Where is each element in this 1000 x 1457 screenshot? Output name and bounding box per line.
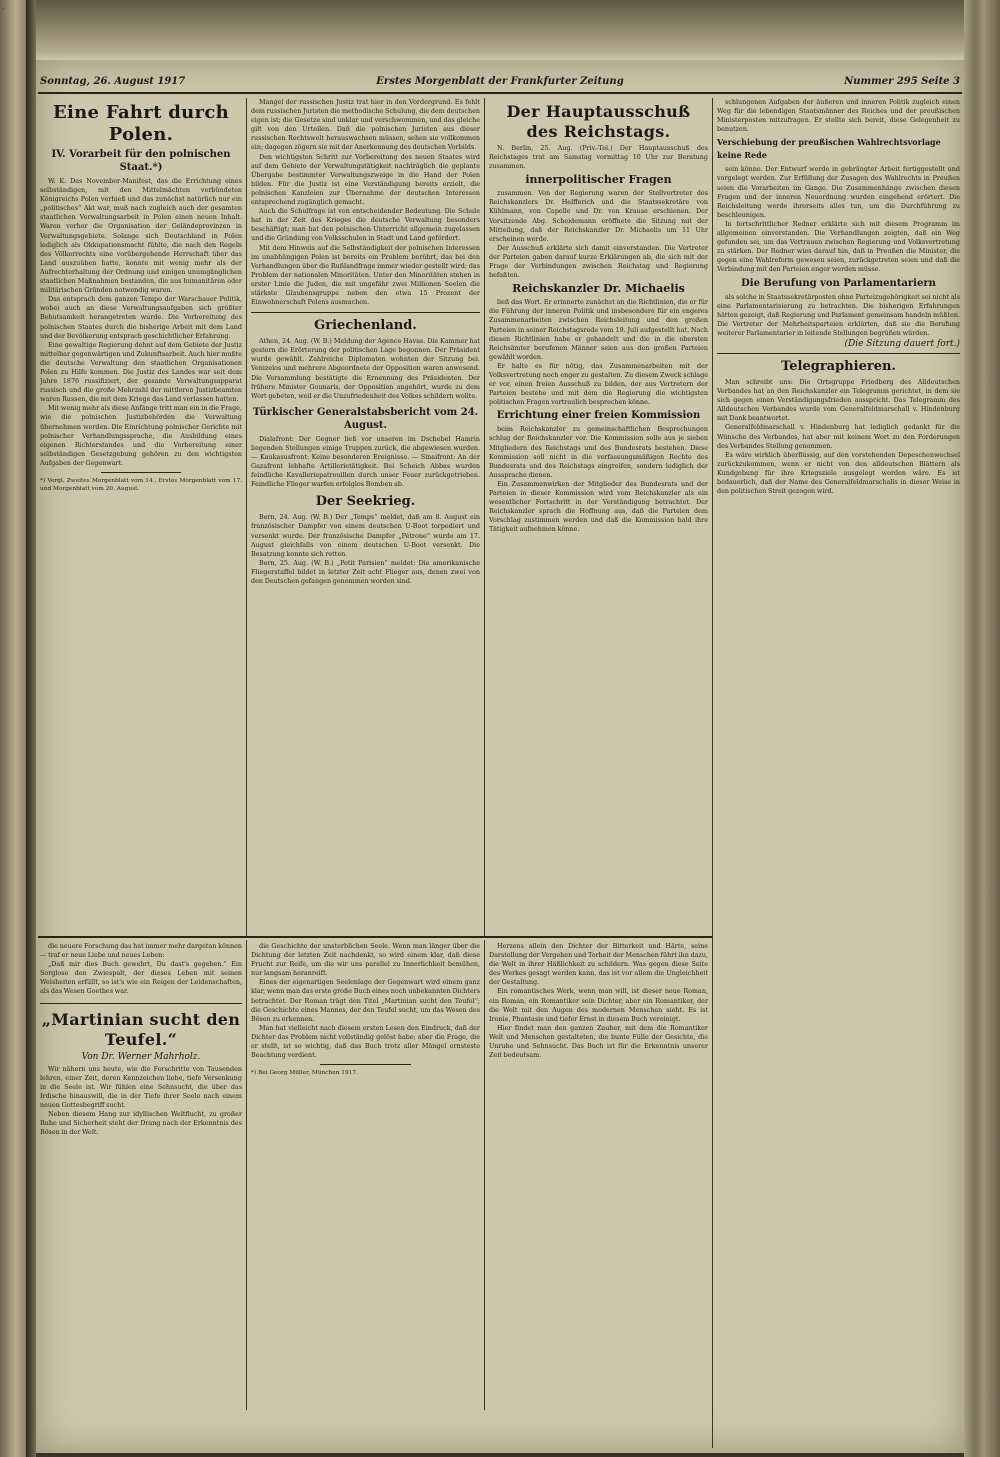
section-rule <box>251 312 480 313</box>
previous-page-edge <box>0 0 26 1457</box>
paragraph: Eine gewaltige Regierung dehnt auf dem Gebiete der Justiz mittelbar gegenwärtigen und Zukunftsarbeit. Auch hier mußte die deutsche Verwaltung den staatlichen Organisationen Polen zu Hilfe kommen. Die Justiz des Landes war seit dem Jahre 1876 russifiziert, der gesamte Verwaltungsapparat russisch und die große Mehrzahl der mittleren Justizbeamten waren Russen, die mit dem Kriege das Land verlassen hatten. <box>40 340 242 404</box>
feuilleton-body-left <box>40 942 242 997</box>
feuilleton-middle <box>251 942 480 1410</box>
paragraph: Man schreibt uns: Die Ortsgruppe Friedberg des Alldeutschen Verbandes hat an den Reichskanzler ein Telegramm gerichtet, in dem sie sich gegen einen Verständigungsfrieden ausspricht. Das Telegramm des Alldeutschen Verbandes wurde vom Generalfeldmarschall v. Hindenburg mit Dank beantwortet. <box>717 377 960 423</box>
feuilleton-body-right <box>489 942 708 1060</box>
paragraph: Athen, 24. Aug. (W. B.) Meldung der Agence Havas. Die Kammer hat gestern die Erörterung der politischen Lage begonnen. Der Präsident wurde gewählt. Zahlreiche Diplomaten wohnten der Sitzung bei. Venizelos und mehrere Abgeordnete der Opposition waren anwesend. Die Versammlung bestätigte die Ernennung des Präsidenten. Der frühere Minister Gounaris, der Opposition angehört, wurde zu dem Wort gebeten, weil er die Unzufriedenheit des Volkes schildern wollte. <box>251 337 480 400</box>
paragraph: W. K. Das November-Manifest, das die Errichtung eines selbständigen, mit den Mittelmächten verbündeten Königreichs Polen verhieß und das zunächst natürlich nur ein „politisches“ Akt war, muß nach zugleich auch der gesamten staatlichen Verwaltungsarbeit in Polen einen neuen Inhalt. Waren vorher die Organisation der Geländeprovinzen in Verwaltungsgebiete. Solange sich Deutschland in Polen lediglich als Okkupationsmacht fühlte, die nach den Regeln des Völkerrechts eine vorübergehende Herrschaft über das Land auszuüben hatte, konnte mit wenig mehr als der Aufrechterhaltung der Ordnung und einigen unumgänglichen staatlichen Maßnahmen bestanden, die aus humanitären oder militärischen Gründen notwendig waren. <box>40 177 242 295</box>
top-page-strip <box>36 0 964 60</box>
body-heeresbericht <box>251 435 480 490</box>
article-body-polen <box>40 177 242 468</box>
footnote-polen: *) Vergl. Zweites Morgenblatt vom 14., Erstes Morgenblatt vom 17. und Morgenblatt vom 20. August. <box>40 478 242 492</box>
section-kommission: Errichtung einer freien Kommission <box>496 410 701 422</box>
title-heeresbericht: Türkischer Generalstabsbericht vom 24. August. <box>252 406 479 431</box>
paragraph: Dialafront: Der Gegner ließ vor unseren im Dschebel Hamrin liegenden Stellungen einige Truppen zurück, die abgewiesen wurden. — Kaukasusfront: Keine besonderen Ereignisse. — Sinaifront: An der Gazafront lebhafte Artillerietätigkeit. Bei Scheich Abbas wurden feindliche Kavalleriepatrouillen durch unser Feuer zurückgetrieben. Feindliche Flieger warfen erfolglos Bomben ab. <box>251 434 480 489</box>
paragraph: „Daß mir dies Buch gewehrt, Du dast's gegeben.“ Ein Sorglose den Zwiespalt, der dieses Leben mit seinen Weisheiten erfüllt, so ist's wie ein Reigen der Leidenschaften, als das Wesen Goethes war. <box>40 960 242 996</box>
prev-page-text: . <box>2 3 5 11</box>
article-title-polen: Eine Fahrt durch Polen. <box>53 102 229 145</box>
title-hauptausschuss: Der Hauptausschuß des Reichstags. <box>506 102 691 141</box>
session-note: (Die Sitzung dauert fort.) <box>844 338 960 349</box>
body-wahlrecht <box>717 165 960 274</box>
body-griechenland <box>251 337 480 401</box>
paragraph: Er halte es für nötig, das Zusammenarbeiten mit der Volksvertretung noch enger zu gestalten. Zu diesem Zweck schlage er vor, einen freien Ausschuß zu bilden, der aus Vertretern der Parteien bestehe und mit dem die Regierung die wichtigsten politischen Fragen vertraulich besprechen könne. <box>489 361 708 407</box>
paragraph: Den wichtigsten Schritt zur Vorbereitung des neuen Staates wird auf dem Gebiete der Verwaltungstätigkeit nachträglich die geplante Übergabe bestimmter Verwaltungszweige in die Hand der Polen bilden. Für die Justiz ist eine Verständigung bereits erzielt, die polnischen Kanzleien zur Übernahme der deutschen Interessen entsprechend zugänglich gemacht. <box>251 152 480 207</box>
title-martinian: „Martinian sucht den Teufel.“ <box>41 1009 241 1049</box>
paragraph: Man hat vielleicht nach diesem ersten Lesen den Eindruck, daß der Dichter das Problem nicht vollständig gelöst habe; aber die Frage, die er stellt, ist so wichtig, daß das Buch trotz aller Mängel ernsteste Beachtung verdient. <box>251 1023 480 1060</box>
date-line: Sonntag, 26. August 1917 <box>40 76 186 87</box>
paragraph: Bern, 25. Aug. (W. B.) „Petit Parisien“ meldet: Die amerikanische Fliegerstaffel bildet in letzter Zeit acht Flieger aus, denen zwei von den Deutschen gefangen genommen worden sind. <box>251 558 480 586</box>
column-rule <box>484 940 485 1410</box>
body-seekrieg <box>251 513 480 586</box>
paragraph: N. Berlin, 25. Aug. (Priv.-Tel.) Der Hauptausschuß des Reichstages trat am Samstag vormittag 10 Uhr zur Beratung zusammen. <box>489 144 708 171</box>
article-subtitle-polen: IV. Vorarbeit für den polnischen Staat.*) <box>51 149 231 173</box>
paragraph: Ein Zusammenwirken der Mitglieder des Bundesrats und der Parteien in dieser Kommission wird vom Reichskanzler als ein wesentlicher Fortschritt in der Verständigung betrachtet. Der Reichskanzler sprach die Hoffnung aus, daß die Parteien dem Vorschlag zustimmen werden und daß die Kommission bald ihre Tätigkeit aufnehmen könne. <box>489 479 708 534</box>
page-number: Nummer 295 Seite 3 <box>844 76 960 87</box>
paragraph: Mit dem Hinweis auf die Selbständigkeit der polnischen Interessen im unabhängigen Polen ist bereits ein Problem berührt, das bei den Verhandlungen über die Rußlandfrage immer wieder gestellt wird: das Problem der nationalen Minoritäten. Unter den Minoritäten stehen in erster Linie die Juden, die mit ungefähr zwei Millionen Seelen die stärkste Glaubensgruppe neben den etwa 15 Prozent der Einwohnerschaft Polens ausmachen. <box>251 243 480 307</box>
paragraph: schlungenen Aufgaben der äußeren und inneren Politik zugleich einen Weg für die lebendigen Staatsmänner des Reiches und der preußischen Ministerposten mitzufragen. Er stellte sich bereit, diese Gelegenheit zu benutzen. <box>717 98 960 134</box>
column-hauptausschuss <box>489 98 708 934</box>
feuilleton-rule <box>38 936 712 938</box>
body-right-top <box>717 98 960 134</box>
article-body-polen-cont <box>251 98 480 307</box>
section-innerpolitisch: innerpolitischer Fragen <box>525 173 672 187</box>
paragraph: Neben diesem Hang zur idyllischen Weltflucht, zu großer Ruhe und Sicherheit steht der Drang nach der Erkenntnis des Bösen in der Welt. <box>40 1110 242 1137</box>
feuilleton-right <box>489 942 708 1410</box>
column-polen <box>40 98 242 934</box>
paragraph: beim Reichskanzler zu gemeinschaftlichen Besprechungen schlug der Reichskanzler vor. Die Kommission solle aus je sieben Mitgliedern des Reichstags und des Bundesrats bestehen. Diese Kommission soll nicht in die verfassungsmäßigen Rechte des Bundesrats und des Reichstags eingreifen, sondern lediglich der Aussprache dienen. <box>489 425 708 479</box>
paragraph: Wir nähern uns heute, wie die Forschritte von Tausenden lehren, einer Zeit, deren Kennzeichen liebe, tiefe Versenkung in die Seele ist. Wir fühlen eine Sehnsucht, die über das Irdische hinauswill, die in der Tiefe ihrer Seele nach einem neuen Gottesbegriff sucht. <box>40 1064 242 1109</box>
paragraph: sein könne. Der Entwurf werde in gebrängter Arbeit fertiggestellt und vorgelegt werden. Zur Erfüllung der Zusagen des Wahlrechts in Preußen seien die Vorarbeiten im Gange. Die Zusammenhänge zwischen diesen Fragen und der inneren Neuordnung wurden eingehend erörtert. Die Reichsleitung werde ihrerseits alles tun, um die Durchführung zu beschleunigen. <box>717 165 960 219</box>
paragraph: Der Ausschuß erklärte sich damit einverstanden. Die Vertreter der Parteien gaben darauf kurze Erklärungen ab, die sich mit der Frage der Verbindungen zwischen Reichstag und Regierung befaßten. <box>489 243 708 280</box>
column-rule <box>246 98 247 936</box>
feuilleton-left <box>40 942 242 1410</box>
footnote-martinian: *) Bei Georg Müller, München 1917. <box>251 1070 358 1077</box>
paragraph: Eines der eigenartigen Seelenlage der Gegenwart wird einem ganz klar, wenn man das erste große Buch eines noch unbekannten Dichters betrachtet. Der Roman trägt den Titel „Martinian sucht den Teufel“; die Geschichte eines Mannes, der den Teufel sucht, um das Wesen des Bösen zu erkennen. <box>251 978 480 1023</box>
body-kommission <box>489 425 708 534</box>
column-rule <box>484 98 485 936</box>
body-telegraphieren <box>717 378 960 496</box>
paragraph: als solche in Staatssekretärposten ohne Parteizugehörigkeit sei nicht als eine Parlamentarisierung zu betrachten. Die bisherigen Erfahrungen hätten gezeigt, daß Regierung und Parlament gemeinsam handeln müßten. Die Vertreter der Mehrheitsparteien erklärten, daß sie die Berufung weiterer Parlamentarier in leitende Stellungen begrüßen würden. <box>717 292 960 337</box>
column-rule <box>246 940 247 1410</box>
section-wahlrecht: Verschiebung der preußischen Wahlrechtsvorlage keine Rede <box>717 137 941 161</box>
paragraph: Auch die Schulfrage ist von entscheidender Bedeutung. Die Schule hat in der Zeit des Krieges die deutsche Verwaltung besonders beschäftigt; man hat den polnischen Unterricht allgemein zugelassen und die Gründung von Volksschulen in Stadt und Land gefördert. <box>251 207 480 243</box>
paragraph: In fortschrittlicher Redner erklärte sich mit diesem Programm im allgemeinen einverstanden. Die Verhandlungen zeigten, daß ein Weg gefunden sei, um das Vertrauen zwischen Regierung und Volksvertretung zu stärken. Der Redner wies darauf hin, daß in Preußen die Minister, die gegen eine Wahlreform gewesen seien, zurückgetreten seien und daß die Verbindung mit den Parteien enger werden müsse. <box>717 219 960 274</box>
paragraph: ließ das Wort. Er erinnerte zunächst an die Richtlinien, die er für die Führung der inneren Politik und insbesondere für ein engeres Zusammenarbeiten zwischen Reichsleitung und den großen Parteien in seiner Reichstagsrede vom 19. Juli aufgestellt hat. Nach diesen Richtlinien habe er gehandelt und die in die obersten Reichsämter berufenen Männer seien aus den großen Parteien gewählt worden. <box>489 298 708 361</box>
feuilleton-body-middle <box>251 942 480 1060</box>
newspaper-page <box>36 60 964 1453</box>
folio-rule <box>38 92 962 94</box>
paragraph: Bern, 24. Aug. (W. B.) Der „Temps“ meldet, daß am 8. August ein französischer Dampfer von einem deutschen U-Boot torpediert und versenkt wurde. Der französische Dampfer „Pétrone“ wurde am 17. August gleichfalls von einem deutschen U-Boot versenkt. Die Besatzung konnte sich retten. <box>251 513 480 558</box>
paragraph: Das entsprach dem ganzen Tempo der Warschauer Politik, wobei auch an diese Verwaltungsaufgaben sich größter Behutsamkeit herangetreten wurde. Die Vorbereitung des polnischen Staates durch die bisherige Arbeit mit dem Land und der Bevölkerung entsprach geschichtlicher Erfahrung. <box>40 295 242 340</box>
paragraph: zusammen. Von der Regierung waren der Stellvertreter des Reichskanzlers Dr. Helfferich und die Staatssekretäre von Kühlmann, von Capelle und Dr. von Krause erschienen. Der Vorsitzende Abg. Scheidemann eröffnete die Sitzung mit der Mitteilung, daß der Reichskanzler Dr. Michaelis um 11 Uhr erscheinen werde. <box>489 189 708 243</box>
paragraph: Ein romantisches Werk, wenn man will, ist dieser neue Roman, ein Roman, ein Romantiker sein Dichter, aber ein Romantiker, der die Welt mit den Augen des modernen Menschen sieht. Es ist Ironie, Phantasie und tiefer Ernst in diesem Buch vereinigt. <box>489 987 708 1023</box>
paragraph: Es wäre wirklich überflüssig, auf den vorstehenden Depeschenwechsel zurückzukommen, wenn er nicht von den alldeutschen Blättern als Kundgebung für ihre Kriegsziele ausgelegt worden wäre. Es ist bedauerlich, daß der Name des Generalfeldmarschalls in dieser Weise in den politischen Streit gezogen wird. <box>717 450 960 496</box>
column-news <box>251 98 480 934</box>
column-rule <box>712 98 713 1448</box>
column-right <box>717 98 960 1448</box>
footnote-rule <box>101 472 182 473</box>
footnote-rule <box>320 1064 412 1065</box>
title-seekrieg: Der Seekrieg. <box>315 494 416 510</box>
section-rule <box>40 1003 242 1004</box>
paragraph: Hier findet man den ganzen Zauber, mit dem die Romantiker Welt und Menschen gestalteten, die bunte Fülle der Gesichte, die Unruhe und Sehnsucht. Das Buch ist für die Erkenntnis unserer Zeit bedeutsam. <box>489 1023 708 1060</box>
binding-shadow <box>26 0 36 1457</box>
section-rule <box>717 353 960 354</box>
body-parlamentarier <box>717 293 960 338</box>
body-innerpolitisch <box>489 189 708 280</box>
lead-hauptausschuss <box>489 144 708 171</box>
title-telegraphieren: Telegraphieren. <box>781 358 896 374</box>
paragraph: die neuere Forschung das hat immer mehr dargetan können — traf er neue Liebe und neues Leben: <box>40 942 242 960</box>
section-parlamentarier: Die Berufung von Parlamentariern <box>741 277 936 289</box>
body-michaelis <box>489 298 708 407</box>
paragraph: Mangel der russischen Justiz trat hier in den Vordergrund. Es fehlt dem russischen Juristen die methodische Schulung, die dem deutschen eigen ist; die Gesetze sind unklar und verschwommen, und das gleiche gilt von den Urteilen. Daß die polnischen Juristen aus dieser russischen Rechtswelt herauswachsen müssen, sehen sie vollkommen ein; dagegen zögern sie mit der Anerkennung des deutschen Vorbilds. <box>251 98 480 152</box>
body-martinian <box>40 1065 242 1138</box>
byline-martinian: Von Dr. Werner Mahrholz. <box>81 1051 201 1062</box>
section-michaelis: Reichskanzler Dr. Michaelis <box>512 282 685 296</box>
paper-title: Erstes Morgenblatt der Frankfurter Zeitung <box>376 76 624 87</box>
paragraph: die Geschichte der unsterblichen Seele. Wenn man länger über die Dichtung der letzten Zeit nachdenkt, so wird einem klar, daß diese Frucht zur Reife, um die wir uns parallel zu Innerlichkeit bemühen, nur langsam heranreift. <box>251 942 480 978</box>
paragraph: Mit wenig mehr als diese Anfänge tritt man ein in die Frage, wie die polnischen Justizbehörden die Verwaltung übernehmen werden. Die Einrichtung polnischer Gerichte mit polnischer Verhandlungssprache, die Ausbildung eines eigenen Richterstandes und die Vorbereitung einer selbständigen Gesetzgebung gehören zu den wichtigsten Aufgaben der Gegenwart. <box>40 404 242 467</box>
paragraph: Generalfeldmarschall v. Hindenburg hat lediglich gedankt für die Wünsche des Verbandes, hat aber mit keinem Wort zu den Forderungen des Verbandes Stellung genommen. <box>717 423 960 450</box>
paragraph: Herzens allein den Dichter der Bitterkeit und Härte, seine Darstellung der Vergehen und Torheit der Menschen führt ihn dazu, die Welt in ihrer Häßlichkeit zu schildern. Was gegen diese Seite des Werkes gesagt werden kann, das ist vor allem die Ungleichheit der Gestaltung. <box>489 942 708 987</box>
page-stack-edge <box>964 0 1000 1457</box>
title-griechenland: Griechenland. <box>314 318 417 334</box>
